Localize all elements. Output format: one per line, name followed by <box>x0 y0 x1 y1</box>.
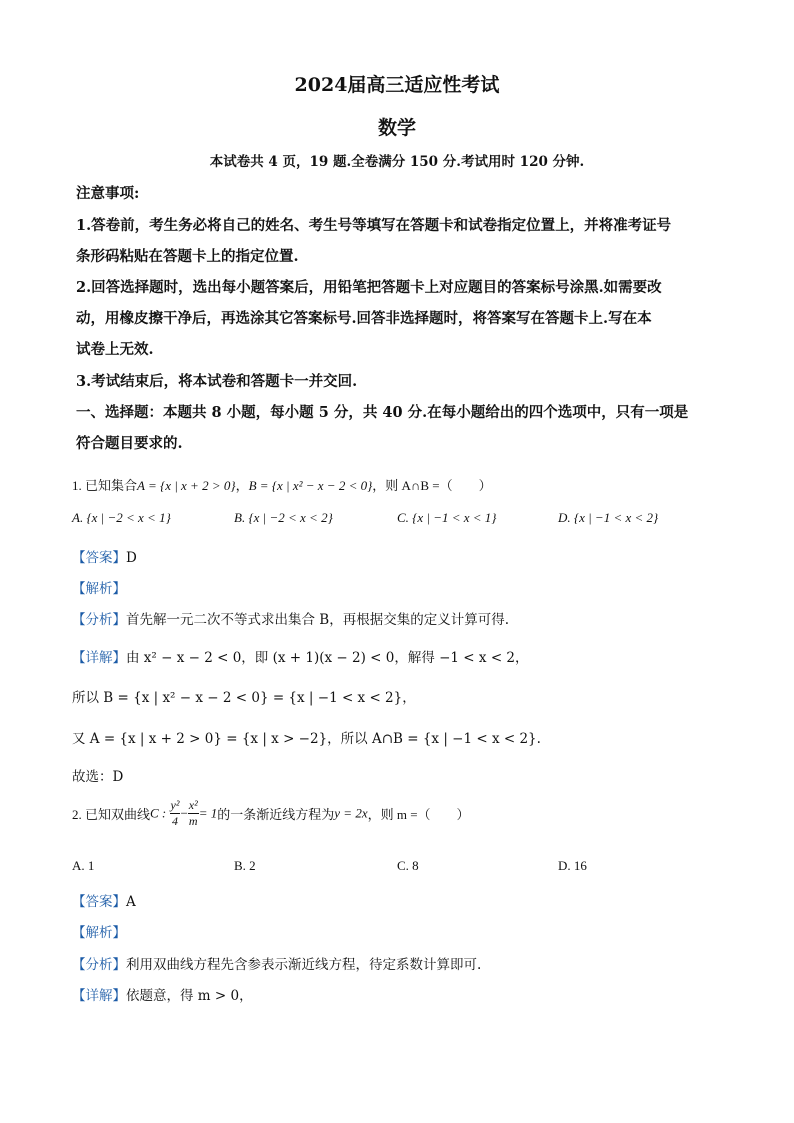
q2-analysis-label: 【解析】 <box>72 925 126 941</box>
q2-minus: − <box>180 805 188 821</box>
q2-curve: C : <box>150 805 167 821</box>
note-3: 3.考试结束后，将本试卷和答题卡一并交回. <box>76 373 358 390</box>
q1-option-d: D. {x | −1 < x < 2} <box>558 510 659 525</box>
q2-frac2-num: x² <box>188 798 198 812</box>
q1-detail-3: 又 A = {x | x + 2 > 0} = {x | x > −2}，所以 A∩B = {x | −1 < x < 2}. <box>72 731 541 747</box>
q2-frac1-den: 4 <box>171 814 178 828</box>
notes-heading: 注意事项: <box>76 185 140 202</box>
q2-middle: 的一条渐近线方程为 <box>217 807 335 822</box>
detail-label: 【详解】 <box>72 988 126 1004</box>
q2-answer-value: A <box>126 894 136 910</box>
note-1-line-1: 1.答卷前，考生务必将自己的姓名、考生号等填写在答题卡和试卷指定位置上，并将准考证号 <box>76 217 672 234</box>
note-2-line-3: 试卷上无效. <box>76 341 154 358</box>
q2-asymptote: y = 2x <box>334 805 368 821</box>
q2-detail-1-text: 依题意，得 m > 0， <box>126 988 253 1004</box>
q1-sep: ， <box>235 478 249 493</box>
q1-fenxi-text: 首先解一元二次不等式求出集合 B，再根据交集的定义计算可得. <box>126 612 510 628</box>
fenxi-label: 【分析】 <box>72 957 126 973</box>
fenxi-label: 【分析】 <box>72 612 126 628</box>
exam-title: 2024届高三适应性考试 <box>294 74 500 96</box>
exam-info: 本试卷共 4 页，19 题.全卷满分 150 分.考试用时 120 分钟. <box>209 154 585 170</box>
q1-detail-1-text: 由 x² − x − 2 < 0，即 (x + 1)(x − 2) < 0，解得 −1 < x < 2， <box>126 650 529 666</box>
q1-option-a: A. {x | −2 < x < 1} <box>72 510 171 525</box>
q2-option-d: D. 16 <box>558 858 587 873</box>
q1-fenxi <box>72 608 509 628</box>
q2-answer <box>72 890 136 910</box>
section-1-line-1: 一、选择题：本题共 8 小题，每小题 5 分，共 40 分.在每小题给出的四个选项中，只有一项是 <box>76 404 689 421</box>
q2-frac2-den: m <box>188 814 198 828</box>
q1-set-a: A = {x | x + 2 > 0} <box>137 478 236 493</box>
section-1-line-2: 符合题目要求的. <box>76 435 183 452</box>
note-1-line-2: 条形码粘贴在答题卡上的指定位置. <box>76 248 299 265</box>
question-1-stem <box>72 475 492 494</box>
answer-label: 【答案】 <box>72 550 126 566</box>
note-2-line-2: 动，用橡皮擦干净后，再选涂其它答案标号.回答非选择题时，将答案写在答题卡上.写在本 <box>76 310 652 327</box>
subject-title: 数学 <box>377 117 416 139</box>
q2-option-b: B. 2 <box>234 858 256 873</box>
q1-set-b: B = {x | x² − x − 2 < 0} <box>248 478 373 493</box>
detail-label: 【详解】 <box>72 650 126 666</box>
q1-answer <box>72 546 137 566</box>
q1-analysis-label: 【解析】 <box>72 581 126 597</box>
q2-option-c: C. 8 <box>397 858 419 873</box>
q2-frac1-num: y² <box>170 798 180 812</box>
answer-label: 【答案】 <box>72 894 126 910</box>
q2-fenxi <box>72 953 481 973</box>
q1-conclusion: 故选：D <box>72 769 124 785</box>
q1-option-c: C. {x | −1 < x < 1} <box>397 510 497 525</box>
q2-suffix: ，则 m =（ ） <box>367 807 470 822</box>
q1-option-b: B. {x | −2 < x < 2} <box>234 510 333 525</box>
q1-detail-2: 所以 B = {x | x² − x − 2 < 0} = {x | −1 < x < 2}， <box>72 690 416 706</box>
q2-fraction-y <box>170 798 181 829</box>
q2-eq: = 1 <box>198 805 218 821</box>
q1-answer-value: D <box>126 550 137 566</box>
q2-detail-1 <box>72 984 253 1004</box>
note-2-line-1: 2.回答选择题时，选出每小题答案后，用铅笔把答题卡上对应题目的答案标号涂黑.如需要改 <box>76 279 662 296</box>
q2-option-a: A. 1 <box>72 858 95 873</box>
q2-prefix: 2. 已知双曲线 <box>72 807 151 822</box>
question-2-stem <box>72 798 470 829</box>
q1-detail-1 <box>72 646 529 666</box>
q1-suffix: ，则 A∩B =（ ） <box>372 478 492 493</box>
q1-prefix: 1. 已知集合 <box>72 478 138 493</box>
q2-fraction-x <box>188 798 199 829</box>
q2-fenxi-text: 利用双曲线方程先含参表示渐近线方程，待定系数计算即可. <box>126 957 482 973</box>
